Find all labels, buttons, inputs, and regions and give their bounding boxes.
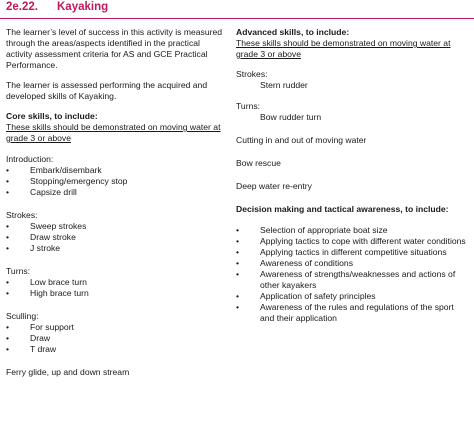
list-item: • Draw [6, 333, 226, 344]
list-item: • Stopping/emergency stop [6, 176, 226, 187]
ferry-glide-text: Ferry glide, up and down stream [6, 367, 130, 377]
list-item: • T draw [6, 344, 226, 355]
section-number: 2e.22. [6, 1, 38, 13]
list-item: • Awareness of conditions [236, 258, 468, 269]
sculling-list [6, 322, 226, 355]
right-column [236, 27, 468, 324]
list-item: • Sweep strokes [6, 221, 226, 232]
list-item: • Low brace turn [6, 277, 226, 288]
turns-label: Turns: [236, 101, 261, 111]
bow-rescue-text: Bow rescue [236, 158, 281, 168]
list-item: • Awareness of the rules and regulations of the sport and their application [236, 302, 468, 324]
list-item: • Applying tactics in different competitive situations [236, 247, 468, 258]
advanced-skills-note: These skills should be demonstrated on moving water at grade 3 or above [236, 38, 451, 59]
list-item: • Application of safety principles [236, 291, 468, 302]
list-item: • Draw stroke [6, 232, 226, 243]
core-skills-note: These skills should be demonstrated on moving water at grade 3 or above [6, 122, 221, 143]
introduction-list [6, 165, 226, 198]
decision-making-heading: Decision making and tactical awareness, to include: [236, 204, 449, 214]
bow-rudder-text: Bow rudder turn [260, 112, 322, 122]
deep-water-text: Deep water re-entry [236, 181, 312, 191]
intro-paragraph: The learner’s level of success in this activity is measured through the areas/aspects identified in the practical activity assessment criteria for AS and GCE Practical Performance. [6, 27, 223, 70]
cutting-text: Cutting in and out of moving water [236, 135, 367, 145]
advanced-skills-heading: Advanced skills, to include: [236, 27, 350, 37]
list-item: • Selection of appropriate boat size [236, 225, 468, 236]
introduction-label: Introduction: [6, 154, 54, 164]
core-skills-heading: Core skills, to include: [6, 111, 98, 121]
list-item: • High brace turn [6, 288, 226, 299]
strokes-label: Strokes: [236, 69, 268, 79]
list-item: • Awareness of strengths/weaknesses and actions of other kayakers [236, 269, 468, 291]
strokes-list [6, 221, 226, 254]
list-item: • J stroke [6, 243, 226, 254]
turns-label: Turns: [6, 266, 31, 276]
list-item: • Capsize drill [6, 187, 226, 198]
stern-rudder-text: Stern rudder [260, 80, 308, 90]
list-item: • For support [6, 322, 226, 333]
strokes-label: Strokes: [6, 210, 38, 220]
list-item: • Embark/disembark [6, 165, 226, 176]
left-column [6, 27, 226, 378]
assessed-paragraph: The learner is assessed performing the acquired and developed skills of Kayaking. [6, 80, 208, 101]
decision-making-list [236, 225, 468, 324]
sculling-label: Sculling: [6, 311, 39, 321]
turns-list [6, 277, 226, 299]
section-title: Kayaking [57, 1, 109, 13]
section-header [0, 0, 474, 19]
list-item: • Applying tactics to cope with different water conditions [236, 236, 468, 247]
